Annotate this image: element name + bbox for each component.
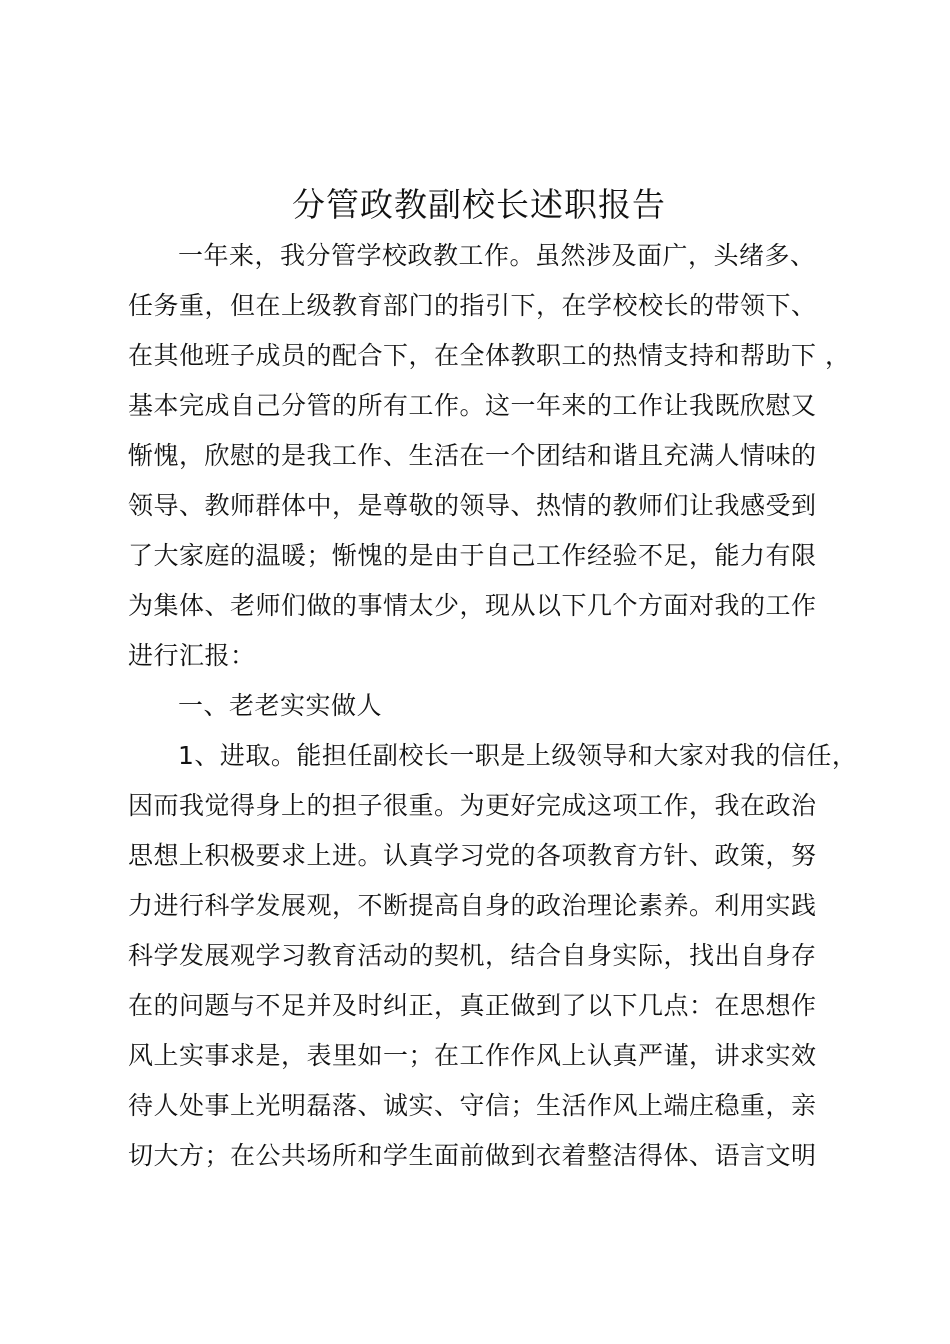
paragraph-line: 任务重，但在上级教育部门的指引下，在学校校长的带领下、 — [128, 291, 817, 320]
paragraph-line: 惭愧，欣慰的是我工作、生活在一个团结和谐且充满人情味的 — [128, 441, 817, 470]
paragraph-line: 科学发展观学习教育活动的契机，结合自身实际，找出自身存 — [128, 941, 817, 970]
paragraph-line: 在的问题与不足并及时纠正，真正做到了以下几点：在思想作 — [128, 991, 817, 1020]
paragraph-line: 因而我觉得身上的担子很重。为更好完成这项工作，我在政治 — [128, 791, 817, 820]
paragraph-line: 待人处事上光明磊落、诚实、守信；生活作风上端庄稳重，亲 — [128, 1091, 817, 1120]
section-heading: 一、老老实实做人 — [178, 691, 383, 720]
paragraph-line: 一年来，我分管学校政教工作。虽然涉及面广，头绪多、 — [178, 241, 816, 270]
paragraph-line: 1、进取。能担任副校长一职是上级领导和大家对我的信任， — [178, 741, 858, 770]
paragraph-line: 基本完成自己分管的所有工作。这一年来的工作让我既欣慰又 — [128, 391, 817, 420]
paragraph-line: 风上实事求是，表里如一；在工作作风上认真严谨，讲求实效 — [128, 1041, 817, 1070]
paragraph-line: 为集体、老师们做的事情太少，现从以下几个方面对我的工作 — [128, 591, 817, 620]
paragraph-line: 领导、教师群体中，是尊敬的领导、热情的教师们让我感受到 — [128, 491, 817, 520]
paragraph-line: 思想上积极要求上进。认真学习党的各项教育方针、政策，努 — [128, 841, 817, 870]
paragraph-line: 了大家庭的温暖；惭愧的是由于自己工作经验不足，能力有限 — [128, 541, 817, 570]
document-title: 分管政教副校长述职报告 — [292, 185, 666, 224]
paragraph-line: 力进行科学发展观，不断提高自身的政治理论素养。利用实践 — [128, 891, 817, 920]
paragraph-line: 进行汇报： — [128, 641, 256, 670]
paragraph-line: 切大方；在公共场所和学生面前做到衣着整洁得体、语言文明 — [128, 1141, 817, 1170]
paragraph-line: 在其他班子成员的配合下，在全体教职工的热情支持和帮助下 ， — [128, 341, 851, 370]
